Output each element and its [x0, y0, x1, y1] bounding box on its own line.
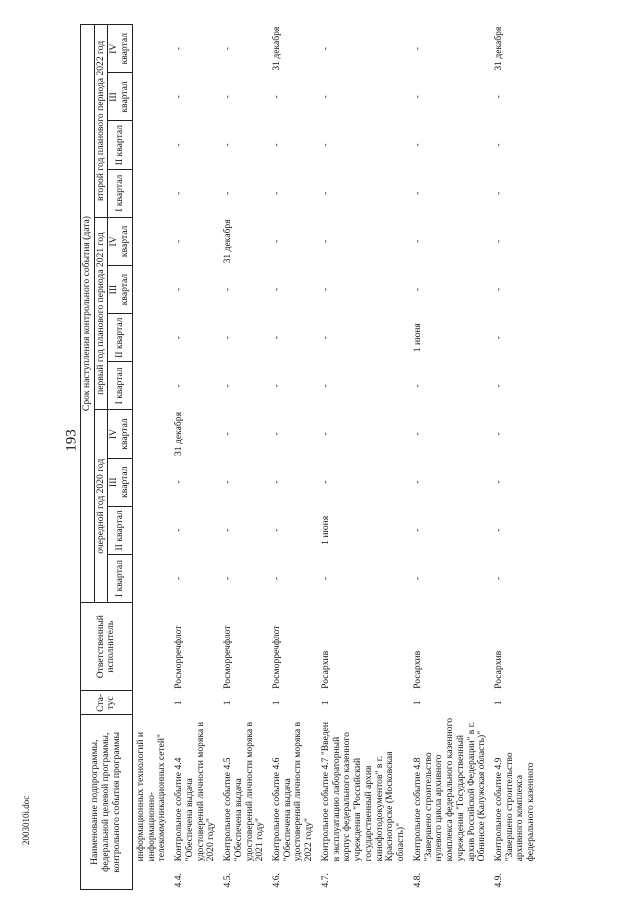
table-row — [491, 25, 540, 890]
row-number: 4.5. — [222, 873, 234, 888]
row-quarter-date: - — [319, 336, 331, 340]
header-quarter: IV квартал — [108, 217, 132, 265]
row-quarter-date: - — [222, 143, 234, 147]
row-status: 1 — [492, 700, 504, 706]
row-quarter-date: - — [319, 432, 331, 436]
row-quarter-date: 31 декабря — [173, 412, 185, 456]
row-quarter-date: - — [271, 191, 283, 195]
row-quarter-date: - — [271, 143, 283, 147]
row-quarter-date — [132, 121, 171, 169]
row-quarter-date: - — [222, 95, 234, 99]
row-quarter-date: - — [319, 239, 331, 243]
row-quarter-date: - — [222, 432, 234, 436]
row-quarter-date: - — [271, 528, 283, 532]
row-quarter-date: - — [492, 287, 504, 292]
header-quarter: III квартал — [108, 265, 132, 313]
row-quarter-date — [132, 217, 171, 265]
row-quarter-date: - — [222, 191, 234, 195]
row-quarter-date: - — [271, 432, 283, 436]
row-quarter-date — [132, 314, 171, 362]
row-quarter-date: - — [173, 480, 185, 484]
row-quarter-date: - — [411, 239, 423, 243]
table-body — [132, 25, 539, 890]
row-number: 4.4. — [173, 873, 185, 888]
row-quarter-date: 1 июня — [411, 323, 423, 353]
table-row — [410, 25, 491, 890]
control-events-table — [80, 24, 540, 890]
row-event-name: информационных технологий и информационно-телекоммуникационных сетей" — [134, 732, 168, 862]
row-quarter-date — [132, 73, 171, 121]
header-status: Ста-тус — [81, 691, 133, 715]
row-number: 4.8. — [411, 873, 423, 888]
row-quarter-date: - — [319, 576, 331, 581]
row-quarter-date — [132, 458, 171, 506]
row-responsible: Росморречфлот — [173, 625, 185, 689]
row-quarter-date: - — [222, 480, 234, 484]
header-quarter: I квартал — [108, 554, 132, 602]
row-quarter-date: - — [492, 239, 504, 243]
row-responsible: Росархив — [492, 650, 504, 689]
table-header — [81, 25, 133, 890]
row-number: 4.7. — [319, 873, 331, 888]
row-quarter-date: 31 декабря — [271, 26, 283, 71]
table-row — [171, 25, 220, 890]
row-quarter-date: - — [271, 336, 283, 340]
row-event-name: Контрольное событие 4.4 "Обеспечена выдача удостоверений личности моряка в 2020 году" — [173, 721, 217, 862]
row-quarter-date: - — [492, 336, 504, 340]
row-event-name: Контрольное событие 4.5 "Обеспечена выдача удостоверений личности моряка в 2021 году" — [222, 721, 266, 862]
header-period-2022: второй год планового периода 2022 год — [94, 25, 108, 218]
row-quarter-date: - — [492, 480, 504, 484]
row-quarter-date: - — [173, 47, 185, 51]
header-responsible: Ответственный исполнитель — [81, 603, 133, 691]
row-responsible: Росморречфлот — [222, 625, 234, 689]
row-status — [132, 691, 171, 715]
row-quarter-date: - — [271, 95, 283, 99]
header-quarter: III квартал — [108, 458, 132, 506]
row-status: 1 — [319, 700, 331, 706]
row-quarter-date: - — [492, 576, 504, 581]
row-quarter-date: - — [319, 47, 331, 51]
row-quarter-date — [132, 410, 171, 458]
row-quarter-date: - — [222, 287, 234, 292]
row-quarter-date: - — [271, 480, 283, 484]
row-status: 1 — [411, 700, 423, 706]
row-quarter-date: - — [319, 480, 331, 484]
row-quarter-date — [132, 554, 171, 602]
row-number: 4.6. — [271, 873, 283, 888]
row-quarter-date: - — [271, 384, 283, 388]
row-quarter-date — [132, 506, 171, 554]
row-quarter-date — [132, 25, 171, 73]
row-responsible — [132, 603, 171, 691]
row-quarter-date: - — [271, 576, 283, 581]
row-quarter-date: - — [492, 95, 504, 99]
header-quarter: I квартал — [108, 169, 132, 217]
row-quarter-date: - — [222, 528, 234, 532]
row-quarter-date: - — [411, 191, 423, 195]
row-quarter-date: - — [411, 528, 423, 532]
row-quarter-date: - — [411, 47, 423, 51]
footer-filename: 2003010i.doc — [21, 795, 31, 845]
row-quarter-date: - — [411, 432, 423, 436]
row-quarter-date: - — [173, 95, 185, 99]
row-quarter-date: - — [411, 95, 423, 99]
row-quarter-date: - — [411, 143, 423, 147]
row-quarter-date: - — [492, 384, 504, 388]
row-quarter-date — [132, 362, 171, 410]
row-quarter-date: 31 декабря — [492, 26, 504, 71]
row-quarter-date: - — [173, 287, 185, 292]
row-responsible: Росархив — [319, 650, 331, 689]
row-status: 1 — [173, 700, 185, 706]
row-quarter-date: - — [222, 336, 234, 340]
row-quarter-date: - — [173, 528, 185, 532]
row-quarter-date: - — [492, 528, 504, 532]
row-responsible: Росархив — [411, 650, 423, 689]
table-row — [269, 25, 318, 890]
header-quarter: III квартал — [108, 73, 132, 121]
row-number — [132, 863, 171, 889]
header-name: Наименование подпрограммы, федеральной целевой программы, контрольного события программы — [81, 715, 133, 890]
header-quarter: IV квартал — [108, 410, 132, 458]
row-quarter-date: - — [492, 432, 504, 436]
row-quarter-date — [132, 265, 171, 313]
row-event-name: Контрольное событие 4.9 "Завершено строительство архивного комплекса федерального казенного — [492, 752, 537, 862]
row-quarter-date: - — [173, 576, 185, 581]
row-quarter-date: - — [319, 384, 331, 388]
row-quarter-date — [132, 169, 171, 217]
table-row — [220, 25, 269, 890]
row-quarter-date: - — [411, 384, 423, 388]
row-quarter-date: - — [173, 239, 185, 243]
header-quarter: II квартал — [108, 121, 132, 169]
header-term: Срок наступления контрольного события (дата) — [81, 25, 95, 603]
table-row — [132, 25, 171, 890]
table-row — [318, 25, 410, 890]
row-number: 4.9. — [492, 873, 504, 888]
header-period-2021: первый год планового периода 2021 год — [94, 217, 108, 410]
row-quarter-date: - — [411, 480, 423, 484]
row-quarter-date: - — [222, 384, 234, 388]
row-quarter-date: 1 июня — [319, 515, 331, 545]
rotated-table-container — [80, 20, 620, 890]
row-quarter-date: 31 декабря — [222, 219, 234, 264]
header-quarter: I квартал — [108, 362, 132, 410]
row-quarter-date: - — [271, 239, 283, 243]
header-quarter: II квартал — [108, 506, 132, 554]
row-quarter-date: - — [492, 143, 504, 147]
page-number: 193 — [63, 429, 80, 452]
row-quarter-date: - — [173, 336, 185, 340]
row-quarter-date: - — [411, 576, 423, 581]
row-quarter-date: - — [319, 287, 331, 292]
row-quarter-date: - — [173, 143, 185, 147]
row-quarter-date: - — [173, 191, 185, 195]
header-quarter: II квартал — [108, 314, 132, 362]
row-event-name: Контрольное событие 4.8 "Завершено строительство нулевого цикла архивного комплекса федерального казенного учреждения "Государственный архив Российской Федерации" в г. Обнинске (Калужская область)" — [411, 717, 488, 862]
header-quarter: IV квартал — [108, 25, 132, 73]
header-period-2020: очередной год 2020 год — [94, 410, 108, 603]
row-quarter-date: - — [222, 576, 234, 581]
row-event-name: Контрольное событие 4.7 "Введен в эксплуатацию лабораторный корпус федерального казенного учреждения "Российский государственный архив кинофотодокументов" в г. Красногорске (Московская область)" — [319, 721, 407, 862]
row-status: 1 — [271, 700, 283, 706]
row-quarter-date: - — [173, 384, 185, 388]
row-quarter-date: - — [319, 95, 331, 99]
row-responsible: Росморречфлот — [271, 625, 283, 689]
row-quarter-date: - — [319, 191, 331, 195]
row-event-name: Контрольное событие 4.6 "Обеспечена выдача удостоверений личности моряка в 2022 году" — [271, 721, 315, 862]
row-quarter-date: - — [492, 191, 504, 195]
row-quarter-date: - — [271, 287, 283, 292]
row-quarter-date: - — [222, 47, 234, 51]
row-quarter-date: - — [319, 143, 331, 147]
row-quarter-date: - — [411, 287, 423, 292]
row-status: 1 — [222, 700, 234, 706]
